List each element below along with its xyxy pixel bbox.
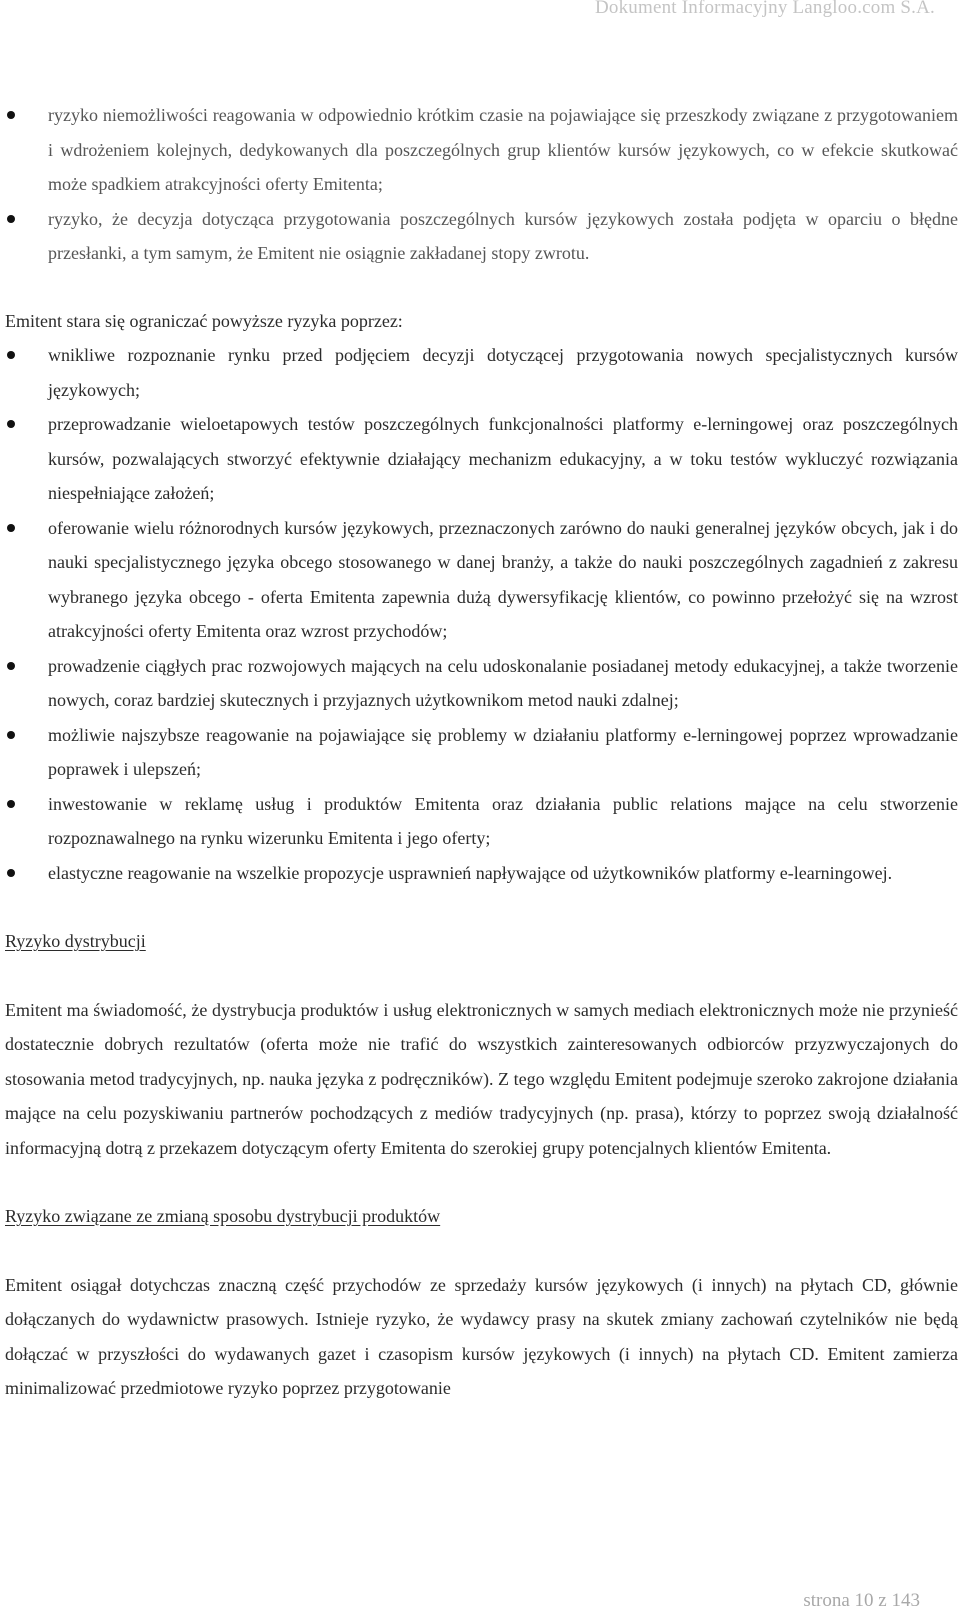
page-content [5,98,958,1406]
list-item: oferowanie wielu różnorodnych kursów językowych, przeznaczonych zarówno do nauki generalnej języków obcych, jak i do nauki specjalistycznego języka obcego stosowanego w danej branży, a także do nauki poszczególnych zagadnień z zakresu wybranego języka obcego - oferta Emitenta zapewnia dużą dywersyfikację klientów, co powinno przełożyć się na wzrost atrakcyjności oferty Emitenta oraz wzrost przychodów; [5,511,958,649]
list-item: ryzyko, że decyzja dotycząca przygotowania poszczególnych kursów językowych została podjęta w oparciu o błędne przesłanki, a tym samym, że Emitent nie osiągnie zakładanej stopy zwrotu. [5,202,958,271]
section-paragraph-distribution: Emitent ma świadomość, że dystrybucja produktów i usług elektronicznych w samych mediach elektronicznych może nie przynieść dostatecznie dobrych rezultatów (oferta może nie trafić do wszystkich zainteresowanych odbiorców przyzwyczajonych do stosowania metod tradycyjnych, np. nauka języka z podręczników). Z tego względu Emitent podejmuje szeroko zakrojone działania mające na celu pozyskiwaniu partnerów pochodzących z mediów tradycyjnych (np. prasa), którzy to poprzez swoją działalność informacyjną dotrą z przekazem dotyczącym oferty Emitenta do szerokiej grupy potencjalnych klientów Emitenta. [5,999,958,1158]
list-item: inwestowanie w reklamę usług i produktów Emitenta oraz działania public relations mające na celu stworzenie rozpoznawalnego na rynku wizerunku Emitenta i jego oferty; [5,787,958,856]
list-item: prowadzenie ciągłych prac rozwojowych mających na celu udoskonalanie posiadanej metody edukacyjnej, a także tworzenie nowych, coraz bardziej skutecznych i przyjaznych użytkownikom metod nauki zdalnej; [5,649,958,718]
mitigation-intro: Emitent stara się ograniczać powyższe ryzyka poprzez: [5,310,403,331]
list-item: możliwie najszybsze reagowanie na pojawiające się problemy w działaniu platformy e-lerningowej poprzez wprowadzanie poprawek i ulepszeń; [5,718,958,787]
mitigation-list [5,338,958,890]
section-paragraph-distribution-change: Emitent osiągał dotychczas znaczną część przychodów ze sprzedaży kursów językowych (i innych) na płytach CD, głównie dołączanych do wydawnictw prasowych. Istnieje ryzyko, że wydawcy prasy na skutek zmiany zachowań czytelników nie będą dołączać w przyszłości do wydawanych gazet i czasopism kursów językowych (i innych) na płytach CD. Emitent zamierza minimalizować przedmiotowe ryzyko poprzez przygotowanie [5,1274,958,1398]
page-number: strona 10 z 143 [803,1590,920,1611]
list-item: wnikliwe rozpoznanie rynku przed podjęciem decyzji dotyczącej przygotowania nowych specjalistycznych kursów językowych; [5,338,958,407]
list-item: ryzyko niemożliwości reagowania w odpowiednio krótkim czasie na pojawiające się przeszkody związane z przygotowaniem i wdrożeniem kolejnych, dedykowanych dla poszczególnych grup klientów kursów językowych, co w efekcie skutkować może spadkiem atrakcyjności oferty Emitenta; [5,98,958,202]
section-heading-distribution-change: Ryzyko związane ze zmianą sposobu dystrybucji produktów [5,1206,441,1226]
list-item: elastyczne reagowanie na wszelkie propozycje usprawnień napływające od użytkowników platformy e-learningowej. [5,856,958,891]
section-heading-distribution: Ryzyko dystrybucji [5,931,146,951]
list-item: przeprowadzanie wieloetapowych testów poszczególnych funkcjonalności platformy e-lerningowej oraz poszczególnych kursów, pozwalających stworzyć efektywnie działający mechanizm edukacyjny, a w toku testów wykluczyć rozwiązania niespełniające założeń; [5,407,958,511]
document-header: Dokument Informacyjny Langloo.com S.A. [594,0,935,18]
risks-list [5,98,958,271]
